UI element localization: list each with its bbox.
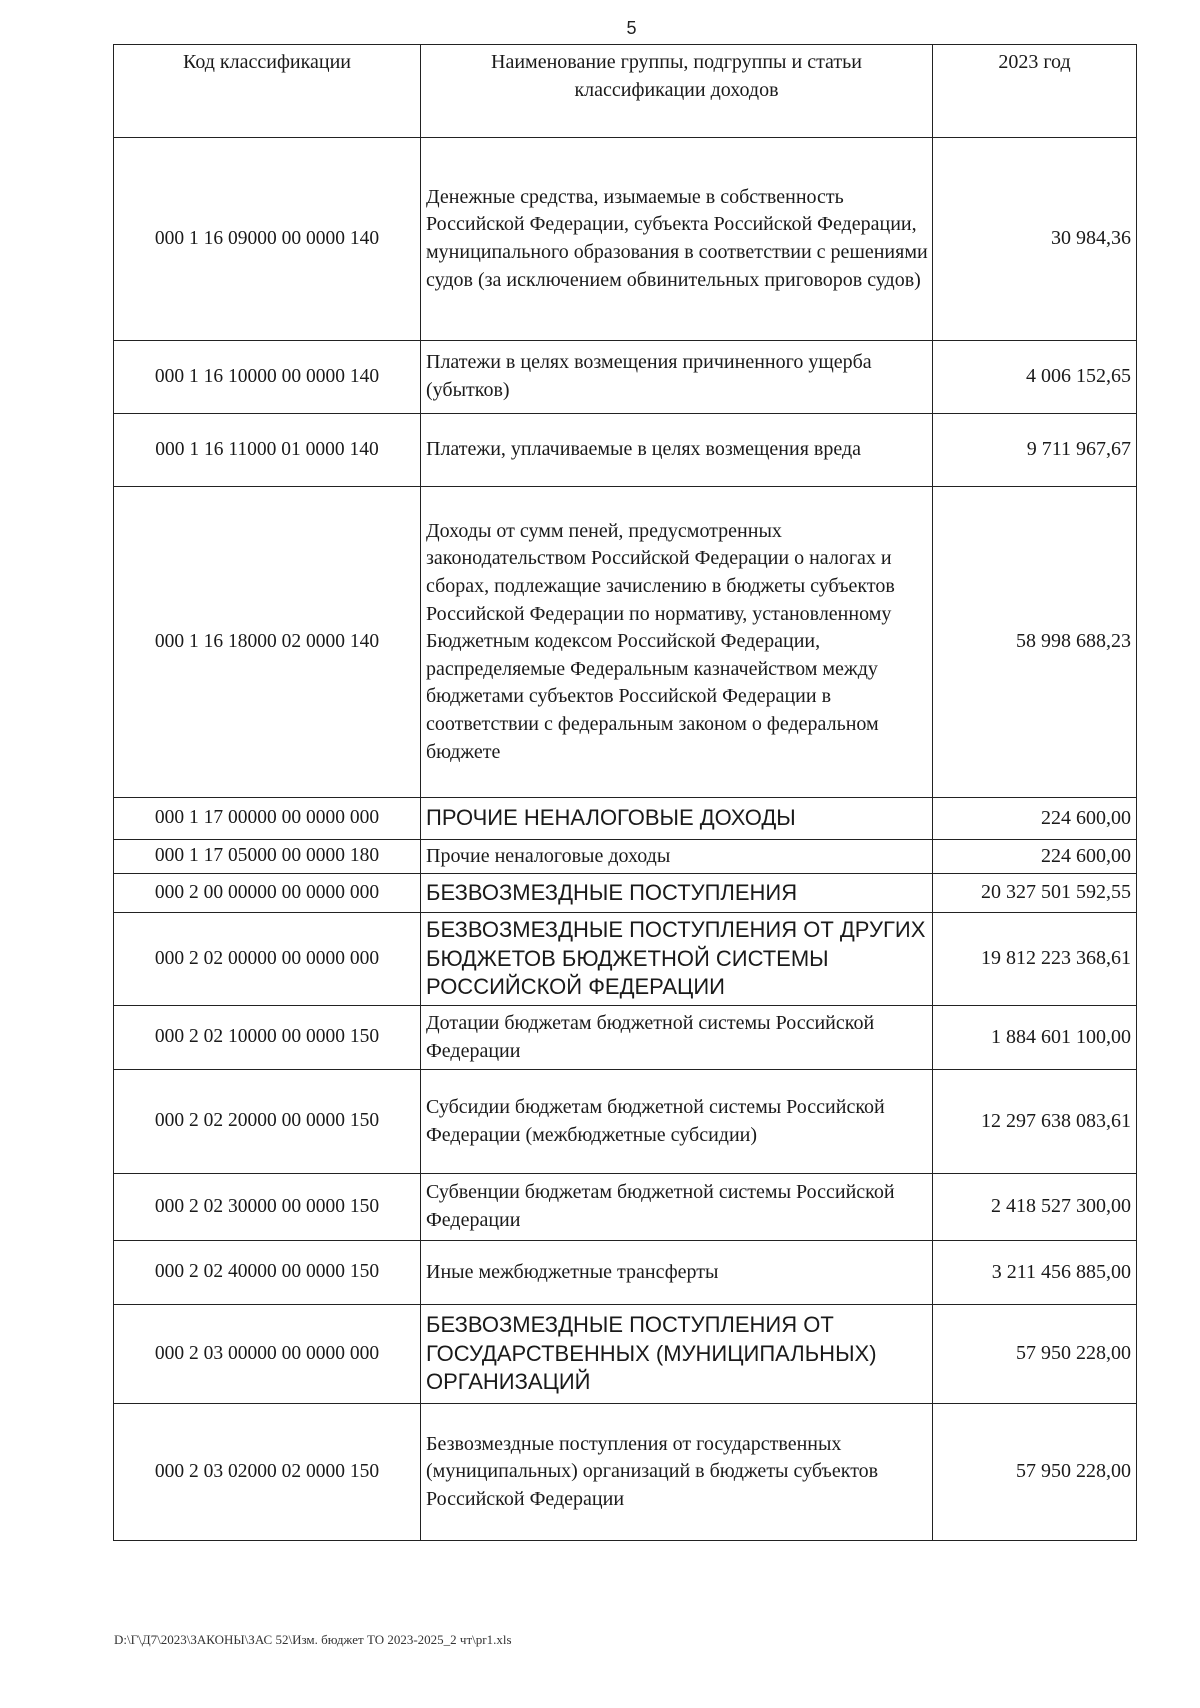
row-code: 000 1 17 05000 00 0000 180 [114,840,421,874]
table-row [114,487,1137,798]
row-value: 4 006 152,65 [933,341,1137,414]
table-header-row [114,45,1137,138]
row-name: Субсидии бюджетам бюджетной системы Российской Федерации (межбюджетные субсидии) [421,1070,933,1174]
row-code: 000 2 02 10000 00 0000 150 [114,1006,421,1070]
row-value: 224 600,00 [933,798,1137,840]
row-code: 000 2 00 00000 00 0000 000 [114,874,421,913]
row-value: 19 812 223 368,61 [933,913,1137,1006]
row-name: Безвозмездные поступления от государственных (муниципальных) организаций в бюджеты субъектов Российской Федерации [421,1404,933,1541]
table-row [114,138,1137,341]
table-row [114,1241,1137,1305]
row-code: 000 1 16 10000 00 0000 140 [114,341,421,414]
table-row [114,1404,1137,1541]
file-path-footer: D:\Г\Д7\2023\ЗАКОНЫ\ЗАС 52\Изм. бюджет ТО 2023-2025_2 чт\pr1.xls [114,1632,512,1647]
row-value: 1 884 601 100,00 [933,1006,1137,1070]
table-row [114,1305,1137,1404]
row-name: Прочие неналоговые доходы [421,840,933,874]
row-name: БЕЗВОЗМЕЗДНЫЕ ПОСТУПЛЕНИЯ [421,874,933,913]
row-name: Денежные средства, изымаемые в собственность Российской Федерации, субъекта Российской Федерации, муниципального образования в соответствии с решениями судов (за исключением обвинительных приговоров судов) [421,138,933,341]
row-value: 12 297 638 083,61 [933,1070,1137,1174]
row-name: БЕЗВОЗМЕЗДНЫЕ ПОСТУПЛЕНИЯ ОТ ГОСУДАРСТВЕННЫХ (МУНИЦИПАЛЬНЫХ) ОРГАНИЗАЦИЙ [421,1305,933,1404]
row-name: ПРОЧИЕ НЕНАЛОГОВЫЕ ДОХОДЫ [421,798,933,840]
table-row [114,341,1137,414]
table-row [114,1006,1137,1070]
row-value: 9 711 967,67 [933,414,1137,487]
header-name: Наименование группы, подгруппы и статьи классификации доходов [421,45,933,138]
row-value: 30 984,36 [933,138,1137,341]
row-name: Дотации бюджетам бюджетной системы Российской Федерации [421,1006,933,1070]
row-value: 58 998 688,23 [933,487,1137,798]
row-name: Платежи в целях возмещения причиненного ущерба (убытков) [421,341,933,414]
header-year: 2023 год [933,45,1137,138]
row-code: 000 2 02 00000 00 0000 000 [114,913,421,1006]
row-value: 3 211 456 885,00 [933,1241,1137,1305]
row-value: 20 327 501 592,55 [933,874,1137,913]
row-value: 224 600,00 [933,840,1137,874]
row-value: 2 418 527 300,00 [933,1174,1137,1241]
row-name: Иные межбюджетные трансферты [421,1241,933,1305]
table-row [114,414,1137,487]
table-row [114,913,1137,1006]
row-name: БЕЗВОЗМЕЗДНЫЕ ПОСТУПЛЕНИЯ ОТ ДРУГИХ БЮДЖЕТОВ БЮДЖЕТНОЙ СИСТЕМЫ РОССИЙСКОЙ ФЕДЕРАЦИИ [421,913,933,1006]
row-code: 000 2 02 30000 00 0000 150 [114,1174,421,1241]
table-row [114,798,1137,840]
row-code: 000 2 03 00000 00 0000 000 [114,1305,421,1404]
table-row [114,1174,1137,1241]
table-row [114,1070,1137,1174]
table-row [114,874,1137,913]
row-code: 000 1 16 11000 01 0000 140 [114,414,421,487]
table-row [114,840,1137,874]
row-name: Доходы от сумм пеней, предусмотренных законодательством Российской Федерации о налогах и сборах, подлежащие зачислению в бюджеты субъектов Российской Федерации по нормативу, установленному Бюджетным кодексом Российской Федерации, распределяемые Федеральным казначейством между бюджетами субъектов Российской Федерации в соответствии с федеральным законом о федеральном бюджете [421,487,933,798]
row-code: 000 2 03 02000 02 0000 150 [114,1404,421,1541]
row-name: Платежи, уплачиваемые в целях возмещения вреда [421,414,933,487]
row-value: 57 950 228,00 [933,1404,1137,1541]
row-code: 000 1 17 00000 00 0000 000 [114,798,421,840]
row-code: 000 2 02 40000 00 0000 150 [114,1241,421,1305]
row-value: 57 950 228,00 [933,1305,1137,1404]
row-code: 000 1 16 18000 02 0000 140 [114,487,421,798]
page-number: 5 [626,18,637,38]
revenue-classification-table [113,44,1137,1541]
row-code: 000 2 02 20000 00 0000 150 [114,1070,421,1174]
row-name: Субвенции бюджетам бюджетной системы Российской Федерации [421,1174,933,1241]
header-code: Код классификации [114,45,421,138]
row-code: 000 1 16 09000 00 0000 140 [114,138,421,341]
